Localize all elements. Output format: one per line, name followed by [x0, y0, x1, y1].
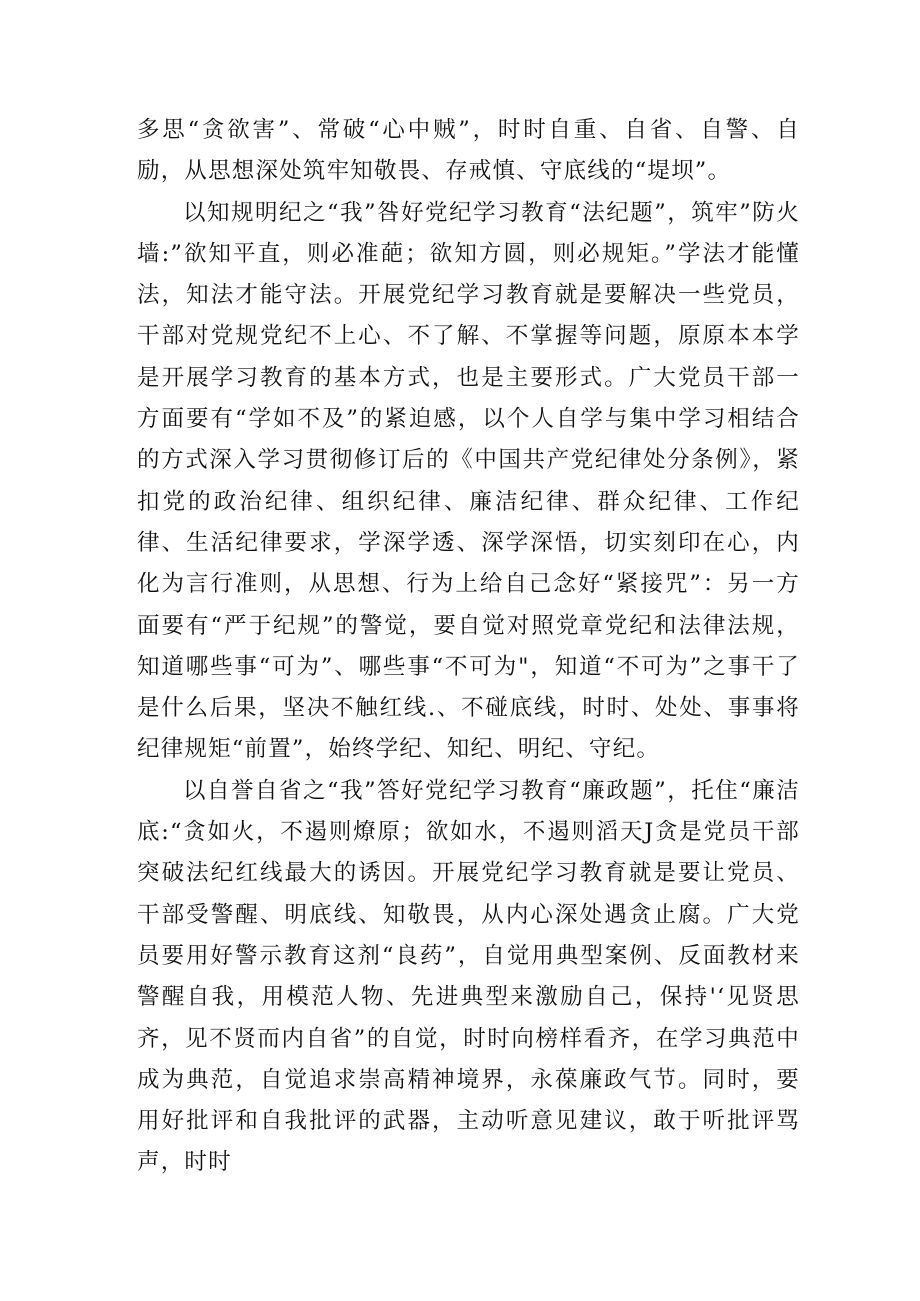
paragraph-integrity: 以自誉自省之“我”答好党纪学习教育“廉政题”，托住“廉洁底:“贪如火，不遏则燎原；欲如水，不遏则滔天J贪是党员干部突破法纪红线最大的诱因。开展党纪学习教育就是要让党员、干部受警醒、明底线、知敬畏，从内心深处遇贪止腐。广大党员要用好警示教育这剂“良药”，自觉用典型案例、反面教材来警醒自我，用模范人物、先进典型来激励自己，保持'‘见贤思齐，见不贤而内自省”的自觉，时时向榜样看齐，在学习典范中成为典范，自觉追求崇高精神境界，永葆廉政气节。同时，要用好批评和自我批评的武器，主动听意见建议，敢于听批评骂声，时时 — [137, 777, 800, 1176]
paragraph-continued: 多思“贪欲害”、常破“心中贼”，时时自重、自省、自警、自励，从思想深处筑牢知敬畏、存戒慎、守底线的“堤坝”。 — [137, 117, 800, 185]
paragraph-legal-discipline: 以知规明纪之“我”咎好党纪学习教育“法纪题”，筑牢”防火墙:”欲知平直，则必准葩；欲知方圆，则必规矩。”学法才能懂法，知法才能守法。开展党纪学习教育就是要解决一些党员，干部对党规党纪不上心、不了解、不掌握等问题，原原本本学是开展学习教育的基本方式，也是主要形式。广大党员干部一方面要有“学如不及”的紧迫感，以个人自学与集中学习相结合的方式深入学习贯彻修订后的《中国共产党纪律处分条例》，紧扣党的政治纪律、组织纪律、廉洁纪律、群众纪律、工作纪律、生活纪律要求，学深学透、深学深悟，切实刻印在心，内化为言行准则，从思想、行为上给自己念好“紧接咒”：另一方面要有“严于纪规”的警觉，要自觉对照党章党纪和法律法规，知道哪些事“可为”、哪些事“不可为"，知道“不可为”之事干了是什么后果，坚决不触红线.、不碰底线，时时、处处、事事将纪律规矩“前置”，始终学纪、知纪、明纪、守纪。 — [137, 199, 800, 763]
